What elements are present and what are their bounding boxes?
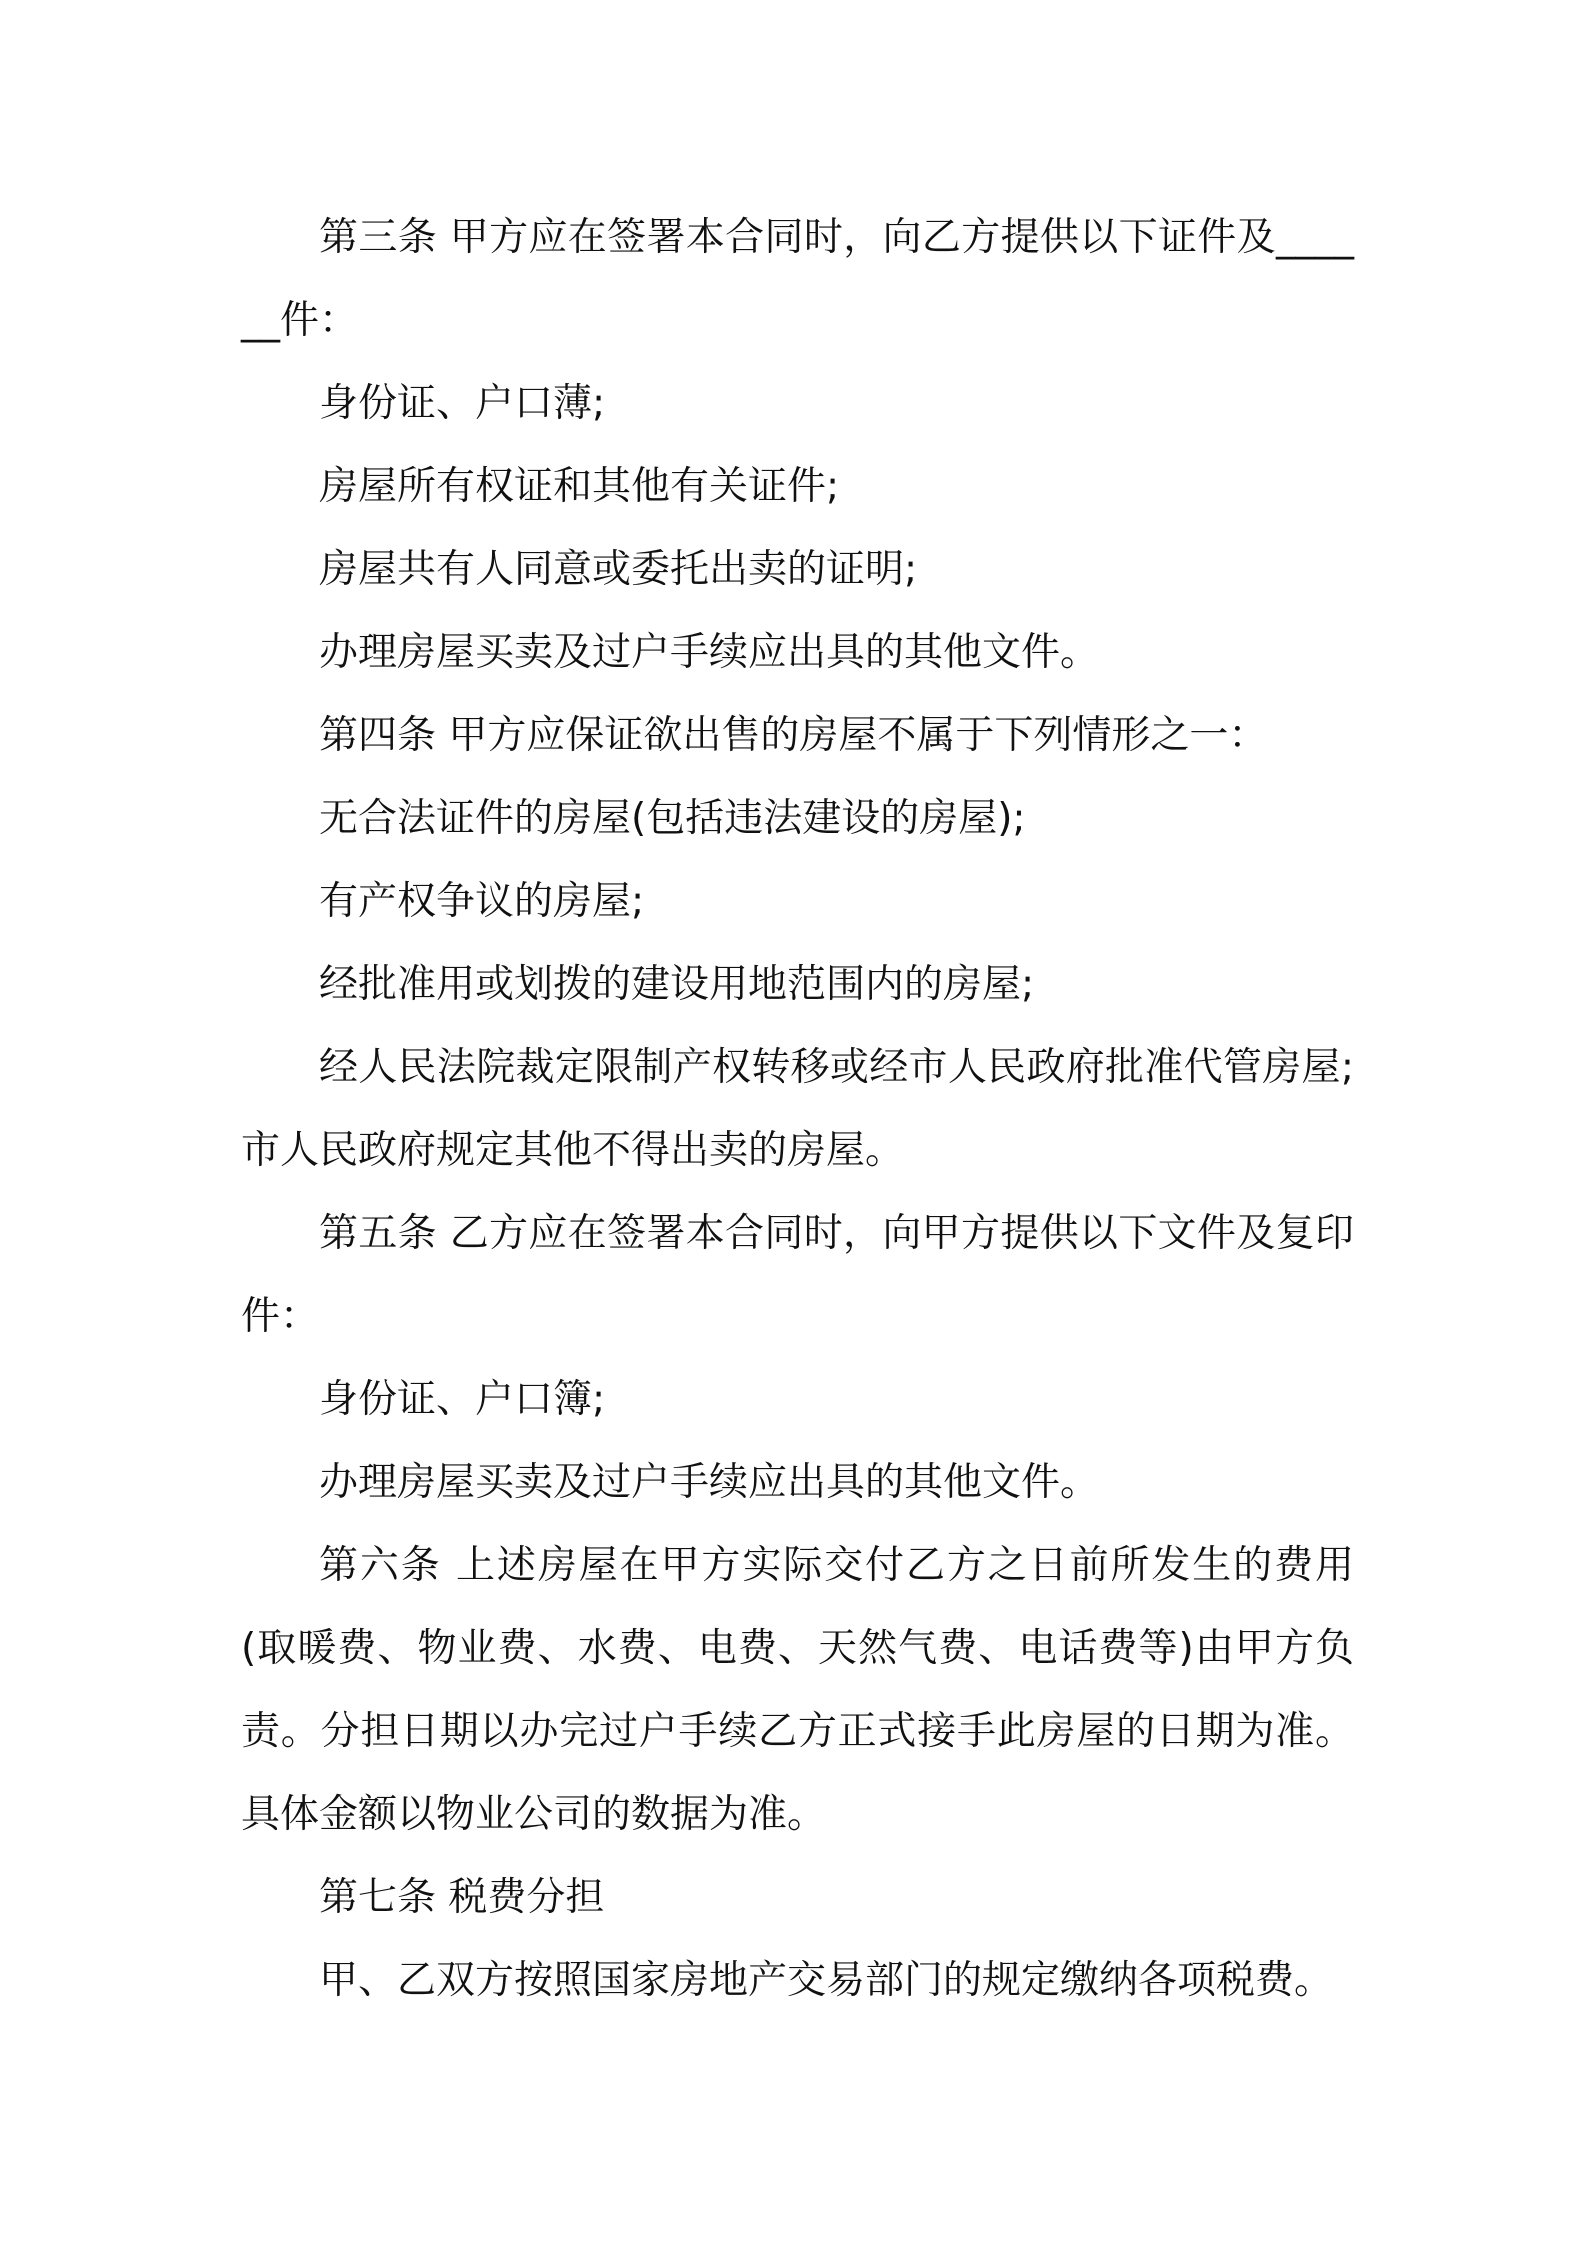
article-3-heading: 第三条 甲方应在签署本合同时，向乙方提供以下证件及______件： (241, 215, 1354, 343)
list-item-allocated-land: 经批准用或划拨的建设用地范围内的房屋; (319, 962, 1035, 1007)
list-item-co-owner-consent: 房屋共有人同意或委托出卖的证明; (319, 547, 918, 592)
list-item-no-legal-certificate: 无合法证件的房屋(包括违法建设的房屋); (319, 796, 1026, 841)
article-7-heading: 第七条 税费分担 (319, 1875, 605, 1920)
list-item-id-card: 身份证、户口薄; (319, 381, 606, 426)
list-item-other-documents: 办理房屋买卖及过户手续应出具的其他文件。 (319, 630, 1100, 675)
list-item-buyer-id-card: 身份证、户口簿; (319, 1377, 606, 1422)
list-item-court-restriction: 经人民法院裁定限制产权转移或经市人民政府批准代管房屋;市人民政府规定其他不得出卖的房屋。 (241, 1045, 1354, 1173)
article-4-heading: 第四条 甲方应保证欲出售的房屋不属于下列情形之一： (319, 713, 1268, 758)
list-item-ownership-certificate: 房屋所有权证和其他有关证件; (319, 464, 840, 509)
list-item-buyer-other-documents: 办理房屋买卖及过户手续应出具的其他文件。 (319, 1460, 1100, 1505)
document-body (241, 196, 1354, 2022)
article-6-fees: 第六条 上述房屋在甲方实际交付乙方之日前所发生的费用(取暖费、物业费、水费、电费、天然气费、电话费等)由甲方负责。分担日期以办完过户手续乙方正式接手此房屋的日期为准。具体金额以物业公司的数据为准。 (241, 1543, 1354, 1837)
article-7-tax-text: 甲、乙双方按照国家房地产交易部门的规定缴纳各项税费。 (319, 1958, 1334, 2003)
list-item-property-dispute: 有产权争议的房屋; (319, 879, 645, 924)
article-5-heading: 第五条 乙方应在签署本合同时，向甲方提供以下文件及复印件： (241, 1211, 1354, 1339)
